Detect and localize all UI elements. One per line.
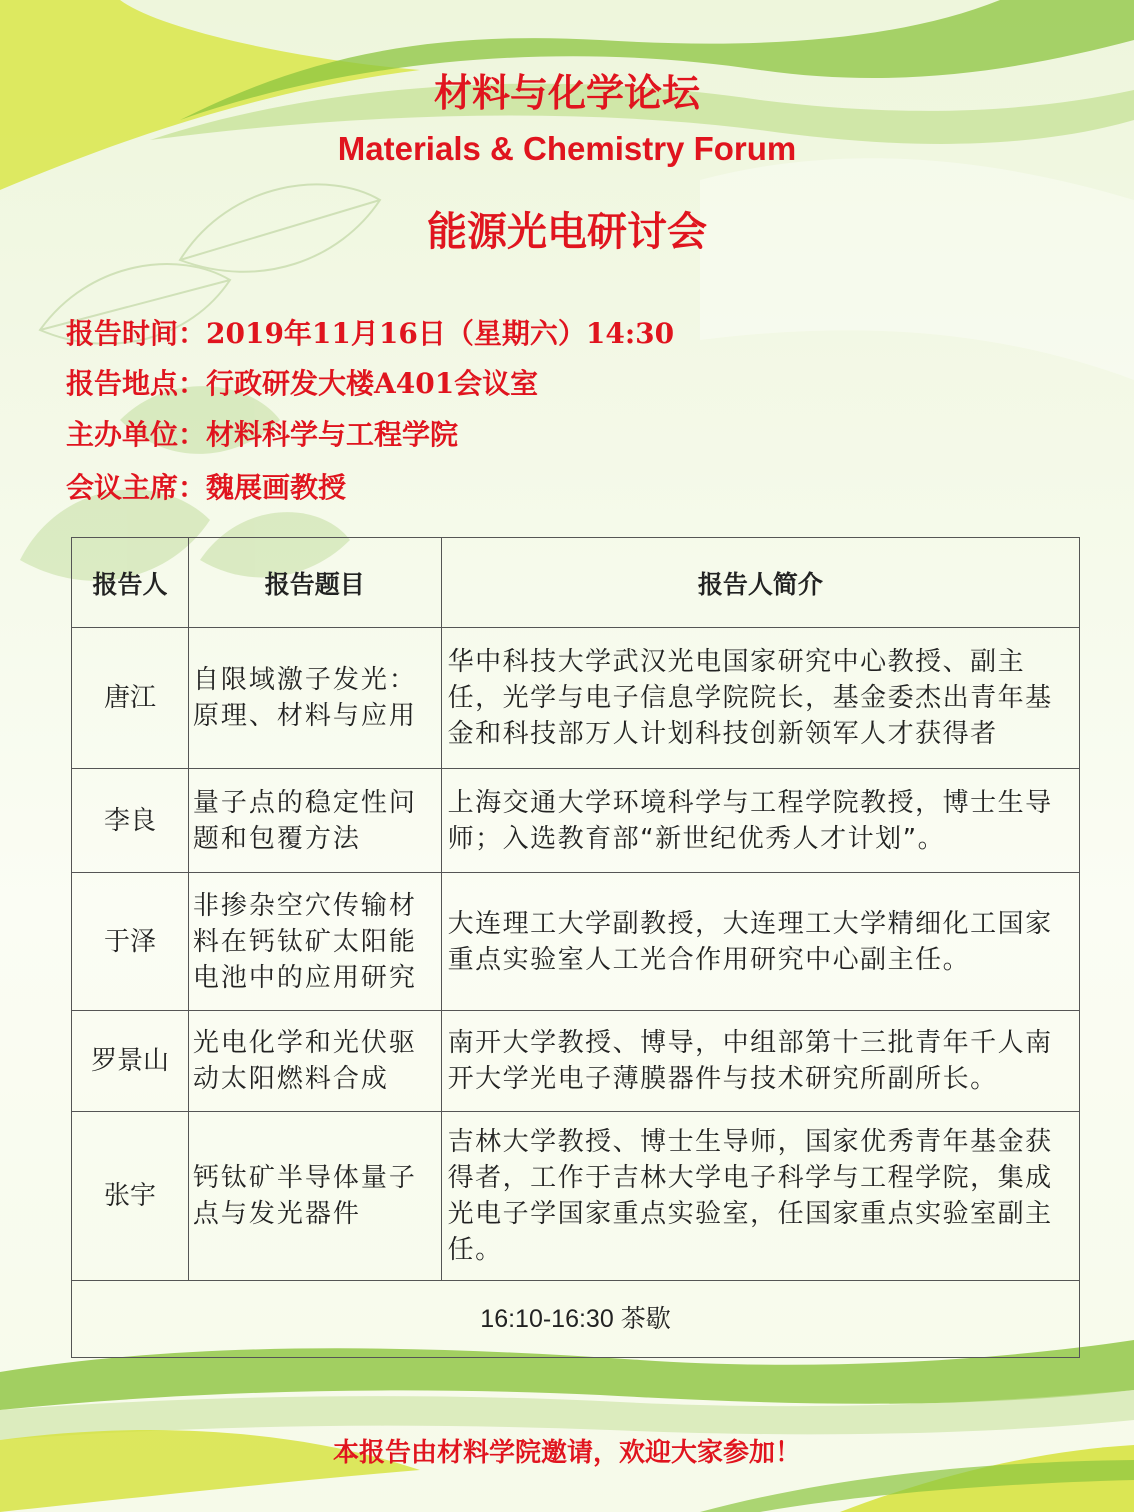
table-row: [72, 1112, 1080, 1281]
table-row: [72, 873, 1080, 1011]
speaker-bio: 上海交通大学环境科学与工程学院教授，博士生导师；入选教育部“新世纪优秀人才计划”。: [441, 769, 1079, 873]
table-header-row: [72, 538, 1080, 628]
talk-topic: 光电化学和光伏驱动太阳燃料合成: [188, 1011, 441, 1112]
forum-title-chinese: 材料与化学论坛: [433, 71, 700, 115]
table-row: [72, 769, 1080, 873]
tea-break-row: [72, 1281, 1080, 1358]
header-topic: 报告题目: [188, 538, 441, 628]
info-organizer: 主办单位：材料科学与工程学院: [66, 418, 459, 451]
forum-title-english: Materials & Chemistry Forum: [337, 130, 797, 167]
speaker-name: 于泽: [72, 873, 189, 1011]
speaker-name: 张宇: [72, 1112, 189, 1281]
info-chair: 会议主席：魏展画教授: [66, 471, 347, 504]
talk-topic: 自限域激子发光：原理、材料与应用: [188, 628, 441, 769]
info-report-location: 报告地点：行政研发大楼A401会议室: [66, 367, 539, 400]
header-speaker: 报告人: [72, 538, 189, 628]
speaker-bio: 大连理工大学副教授，大连理工大学精细化工国家重点实验室人工光合作用研究中心副主任。: [441, 873, 1079, 1011]
schedule-table: [71, 537, 1080, 1358]
table-row: [72, 1011, 1080, 1112]
speaker-name: 李良: [72, 769, 189, 873]
talk-topic: 量子点的稳定性问题和包覆方法: [188, 769, 441, 873]
talk-topic: 非掺杂空穴传输材料在钙钛矿太阳能电池中的应用研究: [188, 873, 441, 1011]
tea-break-time: 16:10-16:30 茶歇: [72, 1281, 1080, 1358]
info-report-time: 报告时间：2019年11月16日（星期六）14:30: [66, 317, 675, 350]
invitation-note: 本报告由材料学院邀请，欢迎大家参加！: [332, 1438, 801, 1468]
talk-topic: 钙钛矿半导体量子点与发光器件: [188, 1112, 441, 1281]
speaker-name: 唐江: [72, 628, 189, 769]
seminar-subtitle: 能源光电研讨会: [427, 209, 707, 255]
speaker-bio: 华中科技大学武汉光电国家研究中心教授、副主任，光学与电子信息学院院长，基金委杰出青年基金和科技部万人计划科技创新领军人才获得者: [441, 628, 1079, 769]
table-row: [72, 628, 1080, 769]
header-bio: 报告人简介: [441, 538, 1079, 628]
speaker-bio: 南开大学教授、博导，中组部第十三批青年千人南开大学光电子薄膜器件与技术研究所副所长。: [441, 1011, 1079, 1112]
speaker-bio: 吉林大学教授、博士生导师，国家优秀青年基金获得者，工作于吉林大学电子科学与工程学院，集成光电子学国家重点实验室，任国家重点实验室副主任。: [441, 1112, 1079, 1281]
speaker-name: 罗景山: [72, 1011, 189, 1112]
